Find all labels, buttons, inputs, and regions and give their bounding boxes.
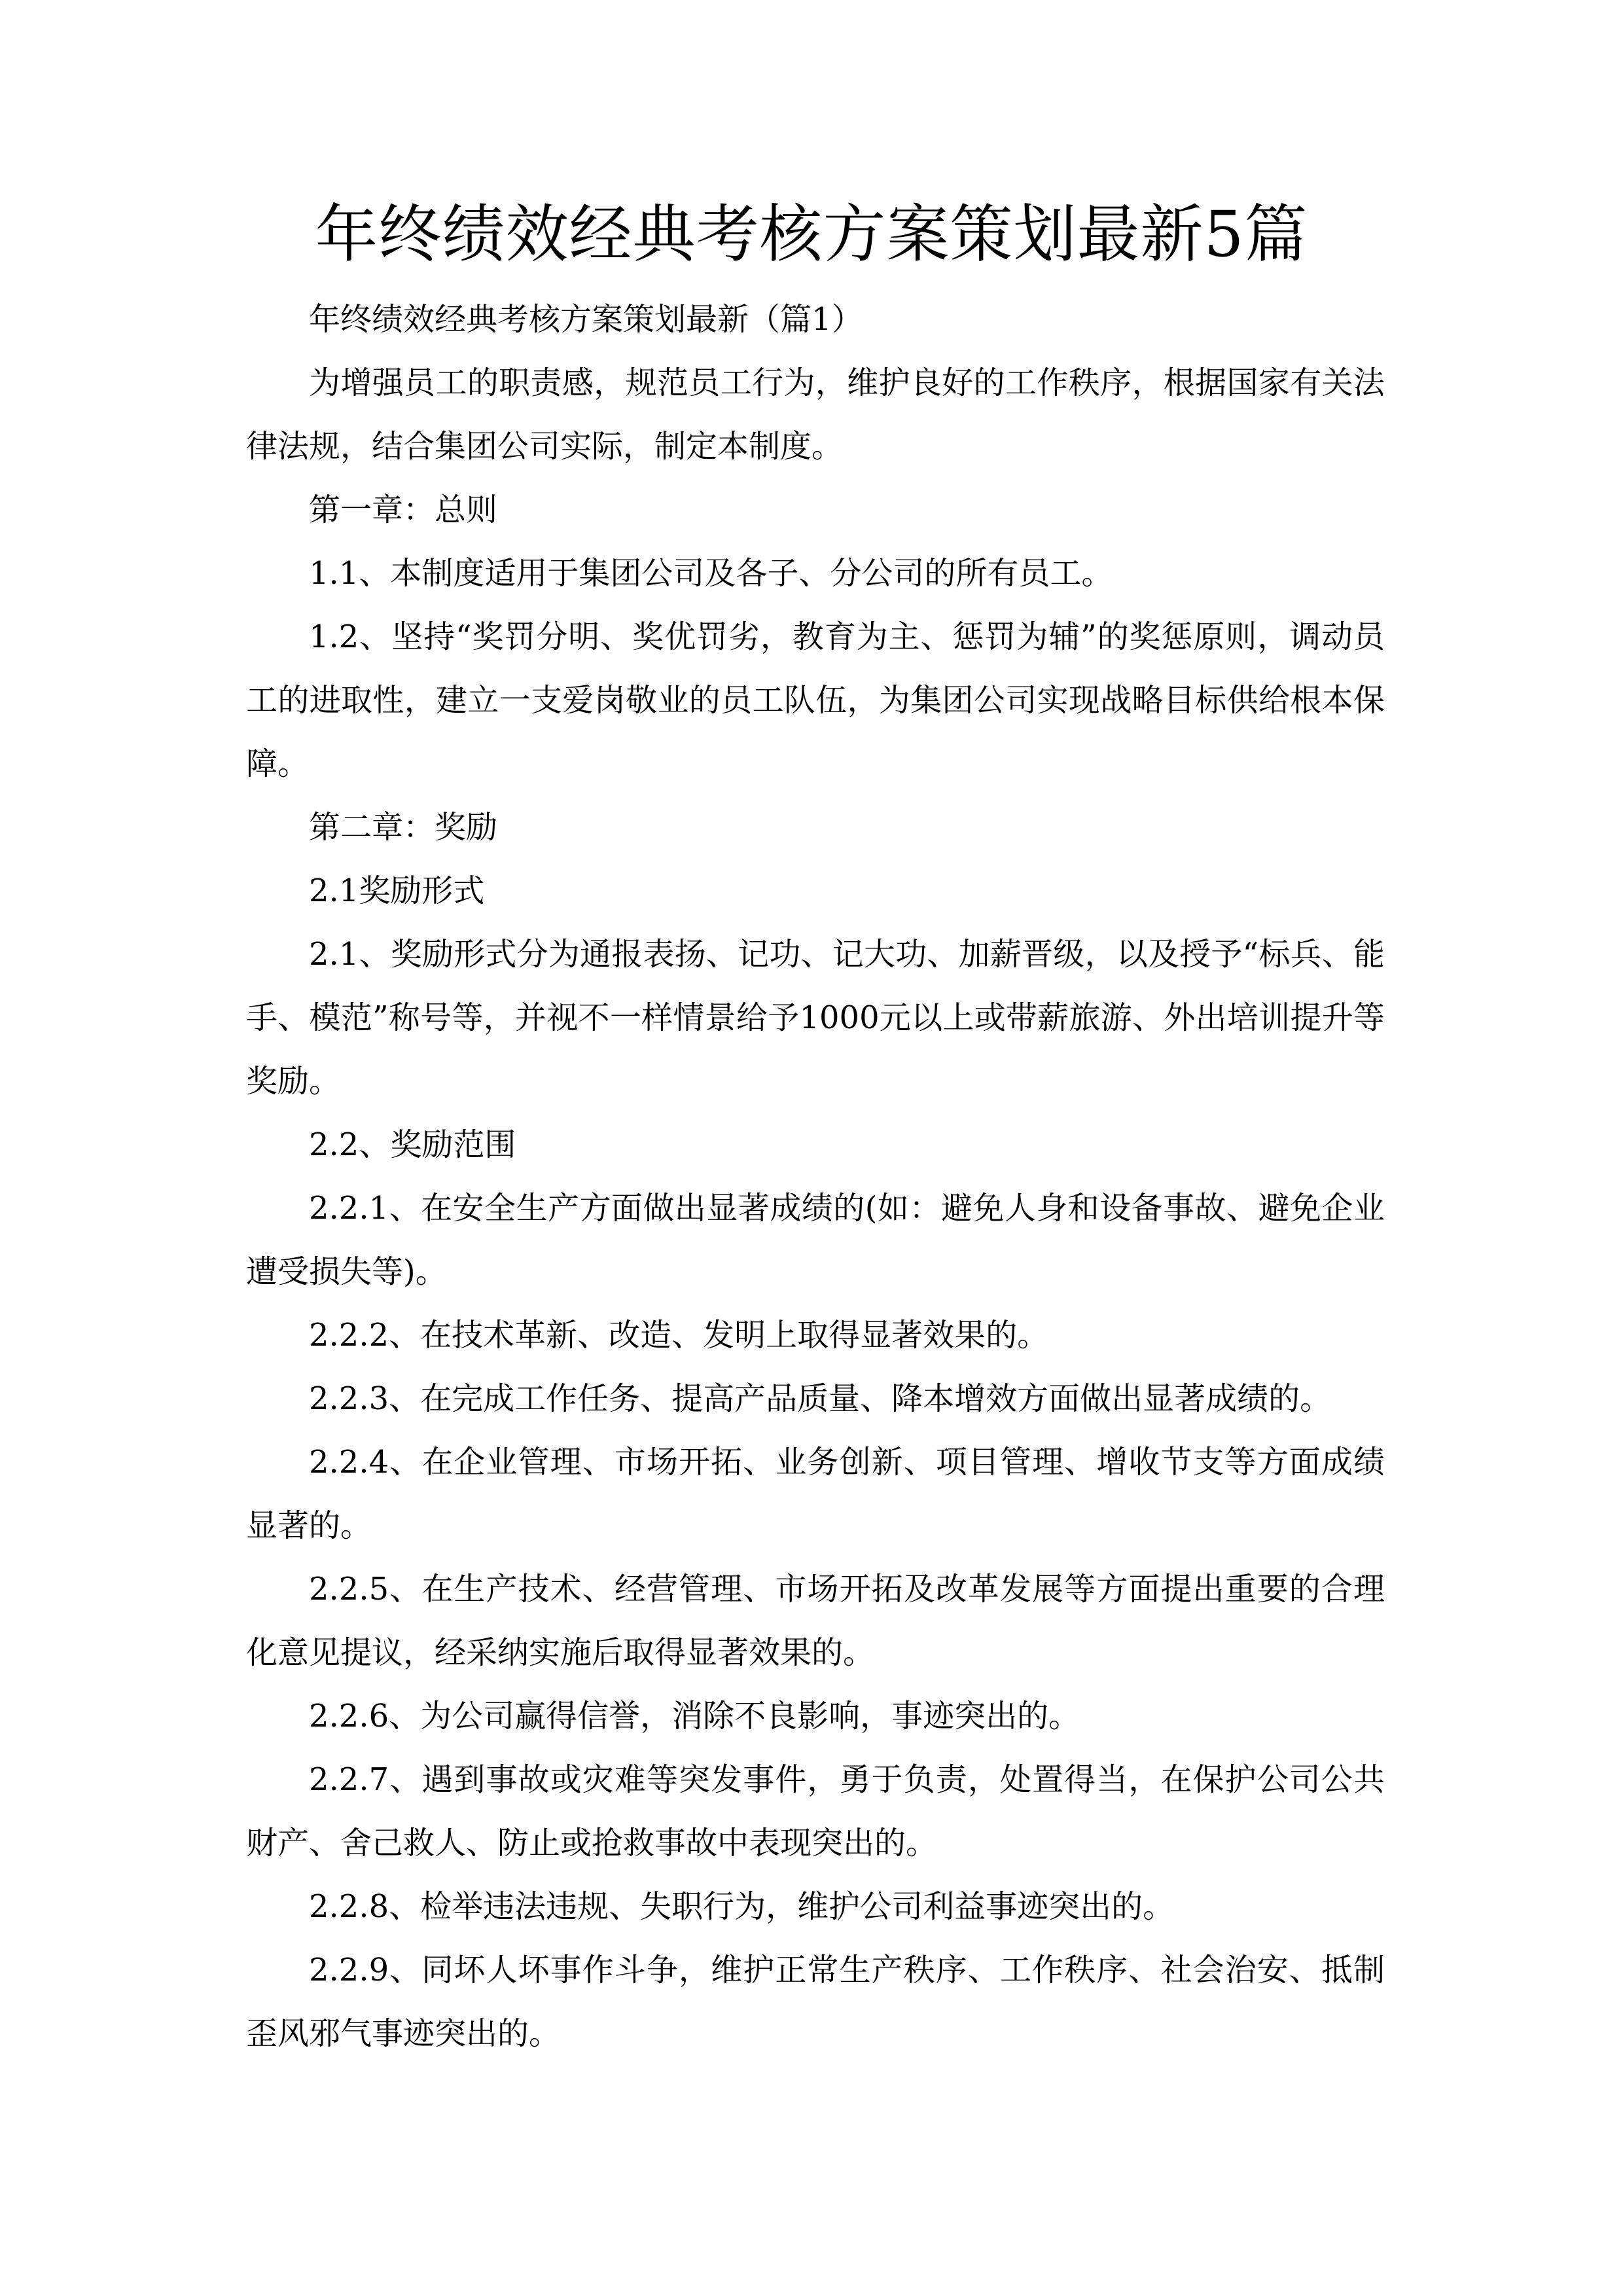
clause-1-2: 1.2、坚持“奖罚分明、奖优罚劣，教育为主、惩罚为辅”的奖惩原则，调动员工的进取性，建立一支爱岗敬业的员工队伍，为集团公司实现战略目标供给根本保障。 [246,619,1385,782]
chapter-heading-rewards: 第二章：奖励 [309,809,498,846]
clause-2-2-7: 2.2.7、遇到事故或灾难等突发事件，勇于负责，处置得当，在保护公司公共财产、舍己救人、防止或抢救事故中表现突出的。 [246,1761,1385,1861]
chapter-heading-general: 第一章：总则 [309,492,498,528]
clause-2-1: 2.1、奖励形式分为通报表扬、记功、记大功、加薪晋级，以及授予“标兵、能手、模范”称号等，并视不一样情景给予1000元以上或带薪旅游、外出培训提升等奖励。 [246,936,1385,1100]
subheading-reward-scope: 2.2、奖励范围 [309,1126,516,1163]
clause-1-1: 1.1、本制度适用于集团公司及各子、分公司的所有员工。 [309,555,1113,592]
intro-paragraph: 为增强员工的职责感，规范员工行为，维护良好的工作秩序，根据国家有关法律法规，结合集团公司实际，制定本制度。 [246,365,1385,465]
clause-2-2-8: 2.2.8、检举违法违规、失职行为，维护公司利益事迹突出的。 [309,1888,1175,1925]
document-body [246,288,1385,2066]
section-heading-part-1: 年终绩效经典考核方案策划最新（篇1） [309,301,863,338]
clause-2-2-5: 2.2.5、在生产技术、经营管理、市场开拓及改革发展等方面提出重要的合理化意见提议，经采纳实施后取得显著效果的。 [246,1571,1385,1671]
clause-2-2-6: 2.2.6、为公司赢得信誉，消除不良影响，事迹突出的。 [309,1698,1080,1734]
document-title: 年终绩效经典考核方案策划最新5篇 [315,198,1308,271]
clause-2-2-4: 2.2.4、在企业管理、市场开拓、业务创新、项目管理、增收节支等方面成绩显著的。 [246,1444,1385,1544]
clause-2-2-2: 2.2.2、在技术革新、改造、发明上取得显著效果的。 [309,1317,1049,1354]
clause-2-2-1: 2.2.1、在安全生产方面做出显著成绩的(如：避免人身和设备事故、避免企业遭受损失等)。 [246,1190,1385,1290]
clause-2-2-3: 2.2.3、在完成工作任务、提高产品质量、降本增效方面做出显著成绩的。 [309,1380,1332,1417]
clause-2-2-9: 2.2.9、同坏人坏事作斗争，维护正常生产秩序、工作秩序、社会治安、抵制歪风邪气事迹突出的。 [246,1952,1385,2052]
subheading-reward-forms: 2.1奖励形式 [309,872,485,909]
